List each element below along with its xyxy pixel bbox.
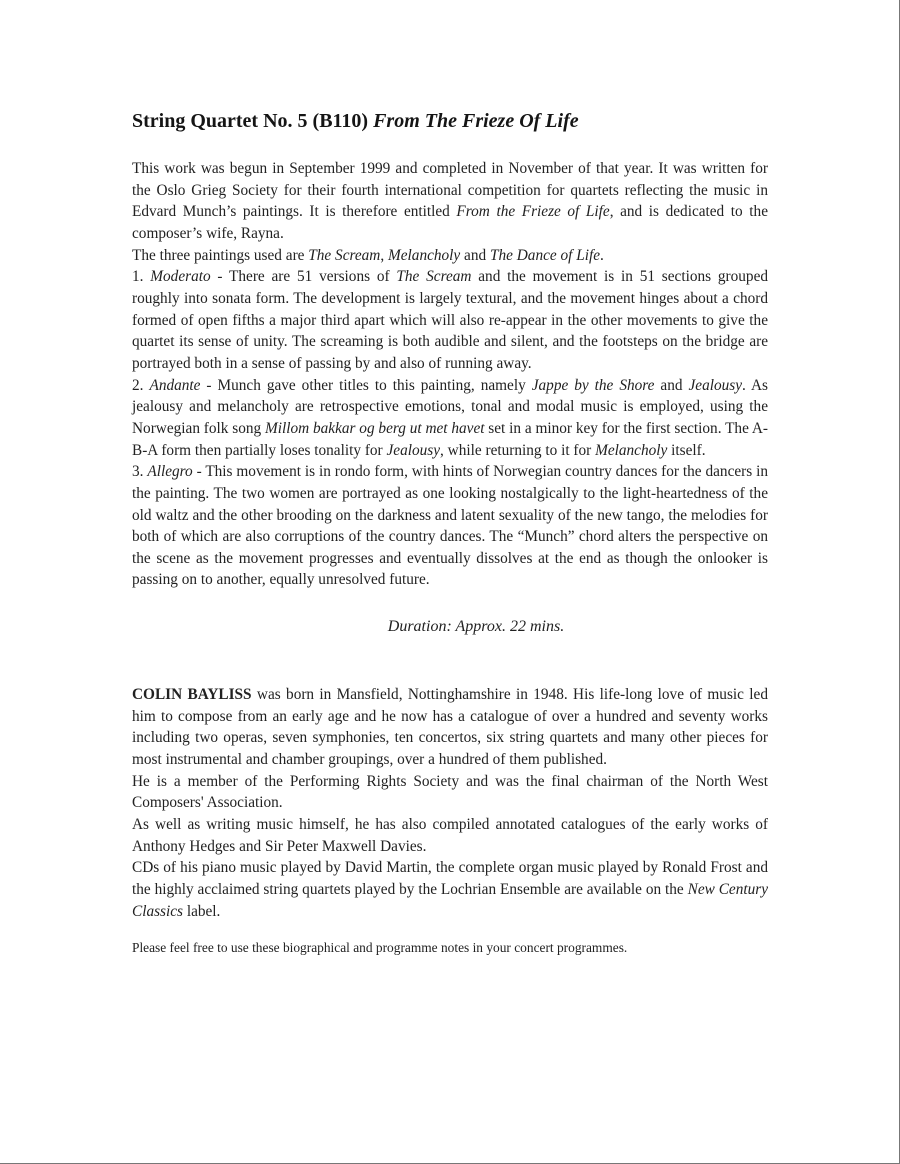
movement-1-text-a: - There are 51 versions of	[210, 268, 397, 286]
paintings-line	[132, 245, 768, 267]
programme-notes	[132, 158, 768, 591]
movement-1-painting: The Scream	[396, 268, 472, 286]
composer-biography	[132, 684, 768, 922]
movement-1-paragraph	[132, 266, 768, 374]
painting-title-3: The Dance of Life	[489, 246, 601, 264]
bio-text-1: was born in Mansfield, Nottinghamshire in 1948. His life-long love of music led him to compose from an early age and he now has a catalogue of over a hundred and seventy works including two operas, seven symphonies, ten concertos, six string quartets and many other pieces for most instrumental and chamber groupings, over a hundred of them published.	[132, 686, 768, 769]
duration-line: Duration: Approx. 22 mins.	[387, 618, 565, 636]
movement-3-number: 3.	[132, 463, 148, 481]
movement-2-tempo: Andante	[149, 376, 201, 394]
movement-2-title-c: Jealousy	[386, 441, 441, 459]
bio-paragraph-4	[132, 857, 768, 922]
movement-1-tempo: Moderato	[150, 268, 211, 286]
movement-2-text-f: itself.	[667, 441, 706, 459]
bio-paragraph-1	[132, 684, 768, 771]
intro-paragraph	[132, 158, 768, 245]
movement-3-text: - This movement is in rondo form, with hints of Norwegian country dances for the dancers in the painting. The two women are portrayed as one looking nostalgically to the light-heartedness of the old waltz and the other brooding on the darkness and latent sexuality of the new tango, the melodies for both of which are also corruptions of the country dances. The “Munch” chord alters the perspective on the scene as the movement progresses and eventually dissolves at the end as though the onlooker is passing on to another, equally unresolved future.	[132, 463, 769, 589]
movement-2-text-e: , while returning to it for	[440, 441, 596, 459]
movement-2-text-d: set in a minor key for the first section. The A-B-A form then partially loses tonality for	[132, 419, 768, 459]
movement-3-tempo: Allegro	[147, 463, 193, 481]
movement-2-number: 2.	[132, 376, 150, 394]
movement-2-title-d: Melancholy	[595, 441, 668, 459]
bio-paragraph-3: As well as writing music himself, he has also compiled annotated catalogues of the early works of Anthony Hedges and Sir Peter Maxwell Davies.	[132, 816, 768, 855]
bio-text-4b: label.	[183, 902, 221, 920]
intro-text: This work was begun in September 1999 and completed in November of that year. It was written for the Oslo Grieg Society for their fourth international competition for quartets reflecting the music in Edvard Munch’s paintings. It is therefore entitled	[132, 160, 768, 221]
movement-2-text-c: . As jealousy and melancholy are retrospective emotions, tonal and modal music is employed, using the Norwegian folk song	[132, 376, 769, 437]
record-label: New Century Classics	[132, 881, 768, 920]
movement-2-folk-song: Millom bakkar og berg ut met havet	[264, 419, 485, 437]
intro-work-title: From the Frieze of Life	[456, 203, 610, 221]
movement-2-paragraph	[132, 375, 768, 462]
movement-2-title-a: Jappe by the Shore	[531, 376, 655, 394]
document-title	[132, 108, 768, 134]
paintings-text: The three paintings used are	[132, 246, 309, 264]
paintings-conjunction: and	[460, 246, 490, 264]
usage-note: Please feel free to use these biographical and programme notes in your concert programmes.	[132, 940, 628, 956]
movement-1-text-b: and the movement is in 51 sections grouped roughly into sonata form. The development is largely textural, and the movement hinges about a chord formed of open fifths a major third apart which will also re-appear in the other movements to give the quartet its sense of unity. The screaming is both audible and silent, and the footsteps on the bridge are portrayed both in a sense of passing by and also of running away.	[132, 268, 769, 372]
movement-1-number: 1.	[132, 268, 151, 286]
title-subtitle: From The Frieze Of Life	[373, 110, 579, 132]
paintings-separator: ,	[380, 246, 389, 264]
movement-2-text-b: and	[654, 376, 689, 394]
bio-text-4a: CDs of his piano music played by David Martin, the complete organ music played by Ronald Frost and the highly acclaimed string quartets played by the Lochrian Ensemble are available on the	[132, 859, 768, 899]
paintings-end: .	[600, 246, 604, 264]
movement-2-text-a: - Munch gave other titles to this painting, namely	[200, 376, 532, 394]
page-content	[132, 108, 768, 957]
painting-title-2: Melancholy	[388, 246, 461, 264]
bio-paragraph-2: He is a member of the Performing Rights Society and was the final chairman of the North West Composers' Association.	[132, 772, 768, 812]
painting-title-1: The Scream	[308, 246, 381, 264]
composer-name: COLIN BAYLISS	[132, 686, 252, 704]
intro-dedication: , and is dedicated to the composer’s wife, Rayna.	[132, 203, 768, 242]
movement-3-paragraph	[132, 461, 768, 591]
title-main: String Quartet No. 5 (B110)	[132, 110, 374, 132]
movement-2-title-b: Jealousy	[688, 376, 743, 394]
